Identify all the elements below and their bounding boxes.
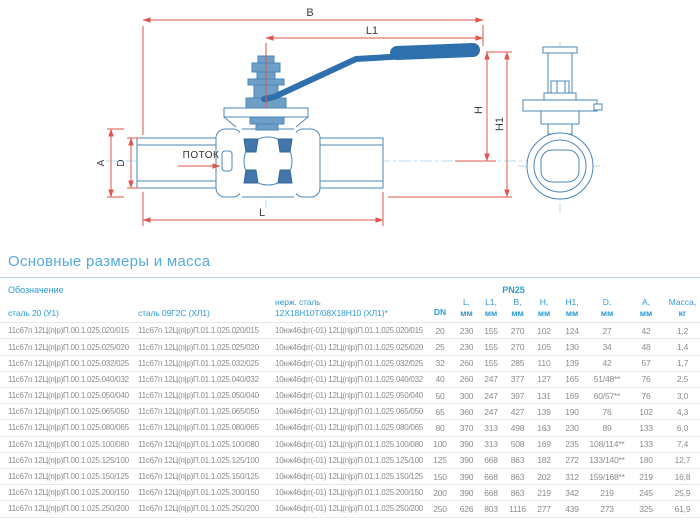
dim-label-h1: H1 — [494, 116, 506, 132]
cell-d: 60/57** — [593, 390, 621, 401]
cell-h: 139 — [537, 406, 551, 417]
cell-mass: 16,8 — [674, 471, 691, 482]
cell-designation-steel09g2s: 11с67п 12Ц(п|р)П.01.1.025.100/080 — [138, 439, 259, 449]
cell-designation-steel09g2s: 11с67п 12Ц(п|р)П.01.1.025.200/150 — [138, 488, 259, 498]
cell-h1: 230 — [565, 422, 579, 433]
valve-body — [216, 129, 320, 197]
cell-h1: 165 — [565, 374, 579, 385]
right-pipe-end — [318, 138, 383, 188]
table-row — [0, 437, 700, 453]
cell-a: 180 — [639, 455, 653, 466]
cell-h: 105 — [537, 342, 551, 353]
cell-designation-steel09g2s: 11с67п 12Ц(п|р)П.01.1.025.040/032 — [138, 374, 259, 384]
cell-mass: 7,4 — [676, 439, 689, 450]
cell-h1: 139 — [565, 358, 579, 369]
cell-l1: 668 — [484, 455, 498, 466]
table-row — [0, 453, 700, 469]
table-row — [0, 372, 700, 388]
cell-l1: 155 — [484, 358, 498, 369]
cell-d: 76 — [602, 406, 612, 417]
cell-l: 260 — [459, 374, 474, 385]
cell-designation-steel20: 11с67п 12Ц(п|р)П.00.1.025.025/020 — [8, 342, 129, 352]
cell-h: 182 — [537, 455, 551, 466]
cell-l1: 247 — [484, 374, 498, 385]
cell-designation-stainless: 10нж46фт(-01) 12Ц(п|р)П.01.1.025.032/025 — [275, 358, 424, 368]
cell-b: 498 — [510, 422, 525, 433]
col-header-stainless — [275, 297, 425, 318]
cell-b: 1116 — [509, 503, 526, 514]
cell-d: 108/114** — [589, 439, 625, 450]
cell-d: 51/48** — [593, 374, 621, 385]
col-header-l: L, мм — [460, 297, 473, 318]
cell-designation-stainless: 10нж46фт(-01) 12Ц(п|р)П.01.1.025.125/100 — [275, 455, 424, 465]
cell-h: 202 — [537, 471, 551, 482]
cell-h1: 342 — [565, 487, 579, 498]
cell-a: 245 — [639, 487, 653, 498]
cell-dn: 50 — [435, 390, 445, 401]
cell-h: 127 — [537, 374, 551, 385]
cell-dn: 20 — [435, 325, 445, 336]
cell-a: 76 — [641, 374, 651, 385]
cell-b: 863 — [510, 471, 525, 482]
cell-l1: 668 — [484, 471, 498, 482]
cell-dn: 80 — [435, 422, 445, 433]
cell-designation-steel09g2s: 11с67п 12Ц(п|р)П.01.1.025.150/125 — [138, 472, 259, 482]
cell-h1: 272 — [565, 455, 579, 466]
cell-designation-steel09g2s: 11с67п 12Ц(п|р)П.01.1.025.032/025 — [138, 358, 259, 368]
cell-l1: 247 — [484, 390, 498, 401]
cell-dn: 25 — [435, 342, 445, 353]
cell-designation-stainless: 10нж46фт(-01) 12Ц(п|р)П.01.1.025.080/065 — [275, 423, 424, 433]
cell-d: 42 — [602, 358, 612, 369]
cell-a: 76 — [641, 390, 651, 401]
cell-designation-stainless: 10нж46фт(-01) 12Ц(п|р)П.01.1.025.150/125 — [275, 472, 424, 482]
cell-dn: 200 — [433, 487, 447, 498]
cell-designation-steel09g2s: 11с67п 12Ц(п|р)П.01.1.025.050/040 — [138, 391, 259, 401]
cell-l: 626 — [459, 503, 474, 514]
cell-mass: 61,9 — [674, 503, 691, 514]
cell-mass: 1,7 — [676, 358, 689, 369]
col-header-b: B, мм — [511, 297, 524, 318]
cell-l: 230 — [459, 342, 474, 353]
cell-designation-stainless: 10нж46фт(-01) 12Ц(п|р)П.01.1.025.200/150 — [275, 488, 424, 498]
col-header-stainless-line1: нерж. сталь — [275, 297, 321, 307]
col-header-l1: L1, мм — [484, 297, 498, 318]
cell-d: 34 — [602, 342, 612, 353]
cell-l: 390 — [459, 439, 474, 450]
cell-designation-steel09g2s: 11с67п 12Ц(п|р)П.01.1.025.125/100 — [138, 455, 259, 465]
cell-designation-steel20: 11с67п 12Ц(п|р)П.00.1.025.150/125 — [8, 472, 129, 482]
table-row — [0, 469, 700, 485]
dimensions-table — [0, 277, 700, 518]
cell-b: 270 — [510, 325, 525, 336]
valve-side-view — [518, 42, 604, 212]
cell-l1: 803 — [484, 503, 498, 514]
cell-designation-stainless: 10нж46фт(-01) 12Ц(п|р)П.01.1.025.040/032 — [275, 374, 424, 384]
dim-label-h: H — [473, 106, 485, 114]
cell-h: 277 — [537, 503, 551, 514]
cell-mass: 6,0 — [676, 422, 689, 433]
cell-designation-steel09g2s: 11с67п 12Ц(п|р)П.01.1.025.080/065 — [138, 423, 259, 433]
designation-group-header: Обозначение — [8, 285, 64, 295]
cell-h1: 169 — [565, 390, 579, 401]
cell-h1: 190 — [565, 406, 579, 417]
section-title: Основные размеры и масса — [8, 253, 211, 270]
cell-b: 863 — [510, 455, 525, 466]
table-row — [0, 388, 700, 404]
cell-designation-steel09g2s: 11с67п 12Ц(п|р)П.01.1.025.025/020 — [138, 342, 259, 352]
cell-l1: 313 — [484, 422, 498, 433]
dim-label-d: D — [116, 159, 127, 167]
cell-l1: 155 — [484, 342, 498, 353]
cell-d: 27 — [602, 325, 612, 336]
cell-l: 230 — [459, 325, 474, 336]
cell-l1: 155 — [484, 325, 498, 336]
cell-a: 325 — [639, 503, 653, 514]
col-header-a: A, мм — [639, 297, 653, 318]
cell-h: 110 — [537, 358, 551, 369]
cell-b: 427 — [510, 406, 525, 417]
cell-mass: 3,0 — [676, 390, 689, 401]
table-body — [0, 323, 700, 517]
cell-a: 219 — [639, 471, 653, 482]
cell-dn: 65 — [435, 406, 445, 417]
cell-h1: 235 — [565, 439, 579, 450]
cell-dn: 125 — [433, 455, 447, 466]
cell-dn: 250 — [433, 503, 447, 514]
cell-mass: 25,9 — [674, 487, 691, 498]
cell-designation-steel20: 11с67п 12Ц(п|р)П.00.1.025.080/065 — [8, 423, 129, 433]
table-row — [0, 339, 700, 355]
cell-mass: 12,7 — [674, 455, 691, 466]
cell-a: 42 — [641, 325, 651, 336]
table-row — [0, 485, 700, 501]
table-row — [0, 356, 700, 372]
cell-l: 260 — [459, 358, 474, 369]
cell-b: 397 — [510, 390, 525, 401]
flow-label: ПОТОК — [182, 150, 220, 161]
cell-dn: 100 — [433, 439, 447, 450]
cell-b: 377 — [510, 374, 525, 385]
col-header-mass: Масса, кг — [668, 297, 697, 318]
cell-h1: 124 — [565, 325, 579, 336]
cell-l: 390 — [459, 487, 474, 498]
cell-designation-stainless: 10нж46фт(-01) 12Ц(п|р)П.01.1.025.065/050 — [275, 407, 424, 417]
cell-l: 390 — [459, 455, 474, 466]
cell-a: 133 — [639, 439, 653, 450]
table-row — [0, 404, 700, 420]
side-flange — [523, 100, 597, 111]
cell-mass: 1,2 — [676, 325, 689, 336]
cell-h: 102 — [537, 325, 551, 336]
cell-dn: 150 — [433, 471, 447, 482]
cell-l: 370 — [459, 422, 474, 433]
cell-designation-steel20: 11с67п 12Ц(п|р)П.00.1.025.100/080 — [8, 439, 129, 449]
dim-label-b: B — [306, 7, 314, 19]
cell-h: 163 — [537, 422, 551, 433]
cell-d: 89 — [602, 422, 612, 433]
cell-designation-steel09g2s: 11с67п 12Ц(п|р)П.01.1.025.020/015 — [138, 326, 259, 336]
cell-l1: 247 — [484, 406, 498, 417]
cell-designation-steel20: 11с67п 12Ц(п|р)П.00.1.025.065/050 — [8, 407, 129, 417]
cell-h: 169 — [537, 439, 551, 450]
cell-designation-steel20: 11с67п 12Ц(п|р)П.00.1.025.200/150 — [8, 488, 129, 498]
cell-a: 48 — [641, 342, 651, 353]
left-pipe-end — [137, 138, 218, 188]
cell-designation-stainless: 10нж46фт(-01) 12Ц(п|р)П.01.1.025.020/015 — [275, 326, 424, 336]
cell-mass: 1,4 — [676, 342, 689, 353]
col-header-steel20: сталь 20 (У1) — [8, 308, 59, 319]
cell-designation-stainless: 10нж46фт(-01) 12Ц(п|р)П.01.1.025.050/040 — [275, 391, 424, 401]
cell-l: 300 — [459, 390, 474, 401]
cell-h1: 312 — [565, 471, 579, 482]
cell-a: 102 — [639, 406, 653, 417]
cell-d: 273 — [600, 503, 614, 514]
table-row — [0, 323, 700, 339]
cell-l: 390 — [459, 471, 474, 482]
cell-h1: 130 — [565, 342, 579, 353]
cell-designation-steel20: 11с67п 12Ц(п|р)П.00.1.025.125/100 — [8, 455, 129, 465]
dim-label-a: A — [96, 159, 107, 167]
cell-designation-steel20: 11с67п 12Ц(п|р)П.00.1.025.250/200 — [8, 504, 129, 514]
cell-designation-steel20: 11с67п 12Ц(п|р)П.00.1.025.020/015 — [8, 326, 129, 336]
cell-designation-stainless: 10нж46фт(-01) 12Ц(п|р)П.01.1.025.250/200 — [275, 504, 424, 514]
cell-designation-steel20: 11с67п 12Ц(п|р)П.00.1.025.050/040 — [8, 391, 129, 401]
dim-label-l1: L1 — [365, 25, 379, 37]
cell-l1: 313 — [484, 439, 498, 450]
cell-h: 131 — [537, 390, 551, 401]
cell-designation-stainless: 10нж46фт(-01) 12Ц(п|р)П.01.1.025.025/020 — [275, 342, 424, 352]
table-column-header-row — [0, 297, 700, 323]
table-header-group-row — [0, 278, 700, 297]
valve-handle — [264, 43, 480, 99]
cell-b: 270 — [510, 342, 525, 353]
cell-b: 285 — [510, 358, 525, 369]
cell-d: 133/140** — [589, 455, 625, 466]
cell-h: 219 — [537, 487, 551, 498]
cell-a: 57 — [641, 358, 651, 369]
table-row — [0, 501, 700, 517]
cell-designation-steel20: 11с67п 12Ц(п|р)П.00.1.025.040/032 — [8, 374, 129, 384]
dim-label-l: L — [258, 207, 266, 219]
valve-front-view — [105, 43, 528, 208]
cell-dn: 40 — [435, 374, 445, 385]
cell-b: 863 — [510, 487, 525, 498]
cell-h1: 439 — [565, 503, 579, 514]
col-header-stainless-line2: 12Х18Н10Т/08Х18Н10 (ХЛ1)* — [275, 307, 388, 318]
cell-designation-steel09g2s: 11с67п 12Ц(п|р)П.01.1.025.250/200 — [138, 504, 259, 514]
pn-group-header: PN25 — [502, 285, 525, 295]
col-header-steel09g2s: сталь 09Г2С (ХЛ1) — [138, 308, 210, 319]
cell-d: 159/168** — [589, 471, 625, 482]
cell-dn: 32 — [435, 358, 445, 369]
col-header-h: H, мм — [537, 297, 551, 318]
cell-mass: 2,5 — [676, 374, 689, 385]
col-header-h1: H1, мм — [565, 297, 579, 318]
cell-designation-stainless: 10нж46фт(-01) 12Ц(п|р)П.01.1.025.100/080 — [275, 439, 424, 449]
cell-d: 219 — [600, 487, 614, 498]
cell-designation-steel09g2s: 11с67п 12Ц(п|р)П.01.1.025.065/050 — [138, 407, 259, 417]
cell-l1: 668 — [484, 487, 498, 498]
cell-l: 360 — [459, 406, 474, 417]
side-bore — [541, 150, 579, 182]
col-header-d: D, мм — [600, 297, 614, 318]
cell-a: 133 — [639, 422, 653, 433]
table-row — [0, 420, 700, 436]
cell-mass: 4,3 — [676, 406, 689, 417]
valve-technical-drawing — [0, 0, 700, 250]
col-header-dn: DN — [433, 307, 447, 318]
cell-b: 508 — [510, 439, 525, 450]
cell-designation-steel20: 11с67п 12Ц(п|р)П.00.1.025.032/025 — [8, 358, 129, 368]
